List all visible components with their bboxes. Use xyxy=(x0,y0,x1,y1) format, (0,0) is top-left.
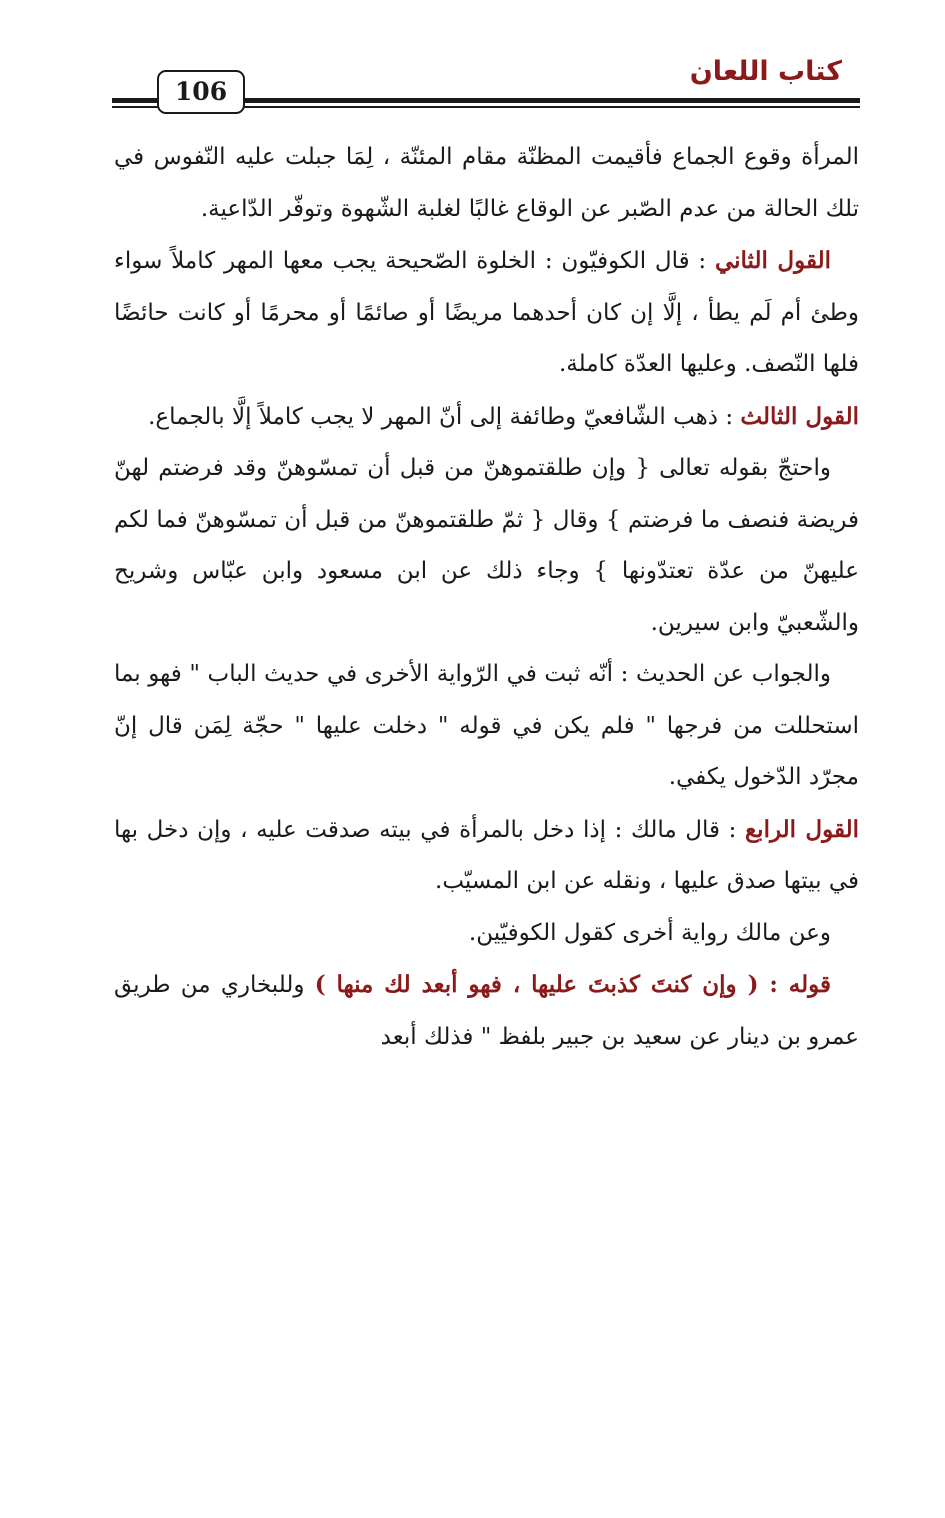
page-header xyxy=(112,48,860,116)
paragraph-5 xyxy=(114,649,859,804)
paragraph-8 xyxy=(114,959,859,1063)
paragraph-7 xyxy=(114,908,859,960)
paragraph-2-heading: القول الثاني xyxy=(714,247,831,274)
page-number: 106 xyxy=(157,70,245,114)
paragraph-2 xyxy=(114,235,859,391)
paragraph-5-text: والجواب عن الحديث : أنّه ثبت في الرّواية الأخرى في حديث الباب " فهو بما استحللت من فرجها " فلم يكن في قوله " دخلت عليها " حجّة لِمَن قال إنّ مجرّد الدّخول يكفي. xyxy=(114,661,859,790)
paragraph-6 xyxy=(114,804,859,908)
paragraph-3-heading: القول الثالث xyxy=(740,402,859,430)
paragraph-3 xyxy=(114,391,859,444)
paragraph-1 xyxy=(114,132,859,235)
book-title: كتاب اللعان xyxy=(689,56,842,87)
paragraph-8-heading: قوله : ( وإن كنتَ كذبتَ عليها ، فهو أبعد لك منها ) xyxy=(314,971,831,998)
paragraph-6-heading: القول الرابع xyxy=(744,815,859,843)
paragraph-4-text: واحتجّ بقوله تعالى { وإن طلقتموهنّ من قبل أن تمسّوهنّ وقد فرضتم لهنّ فريضة فنصف ما فرضتم } وقال { ثمّ طلقتموهنّ من قبل أن تمسّوهنّ فما لكم عليهنّ من عدّة تعتدّونها } وجاء ذلك عن ابن مسعود وابن عبّاس وشريح والشّعبيّ وابن سيرين. xyxy=(114,455,859,636)
paragraph-3-text: : ذهب الشّافعيّ وطائفة إلى أنّ المهر لا يجب كاملاً إلَّا بالجماع. xyxy=(148,403,741,430)
page-body xyxy=(114,132,859,1063)
paragraph-6-text: : قال مالك : إذا دخل بالمرأة في بيته صدقت عليه ، وإن دخل بها في بيتها صدق عليها ، ونقله عن ابن المسيّب. xyxy=(114,816,859,894)
paragraph-2-text: : قال الكوفيّون : الخلوة الصّحيحة يجب معها المهر كاملاً سواء وطئ أم لَم يطأ ، إلَّا إن كان أحدهما مريضًا أو صائمًا أو محرمًا أو كانت حائضًا فلها النّصف. وعليها العدّة كاملة. xyxy=(114,248,859,377)
paragraph-4 xyxy=(114,443,859,649)
paragraph-1-text: المرأة وقوع الجماع فأقيمت المظنّة مقام المئنّة ، لِمَا جبلت عليه النّفوس في تلك الحالة من عدم الصّبر عن الوقاع غالبًا لغلبة الشّهوة وتوفّر الدّاعية. xyxy=(114,144,859,222)
paragraph-7-text: وعن مالك رواية أخرى كقول الكوفيّين. xyxy=(468,919,831,946)
paragraph-8-text: وللبخاري من طريق عمرو بن دينار عن سعيد بن جبير بلفظ " فذلك أبعد xyxy=(114,972,859,1050)
